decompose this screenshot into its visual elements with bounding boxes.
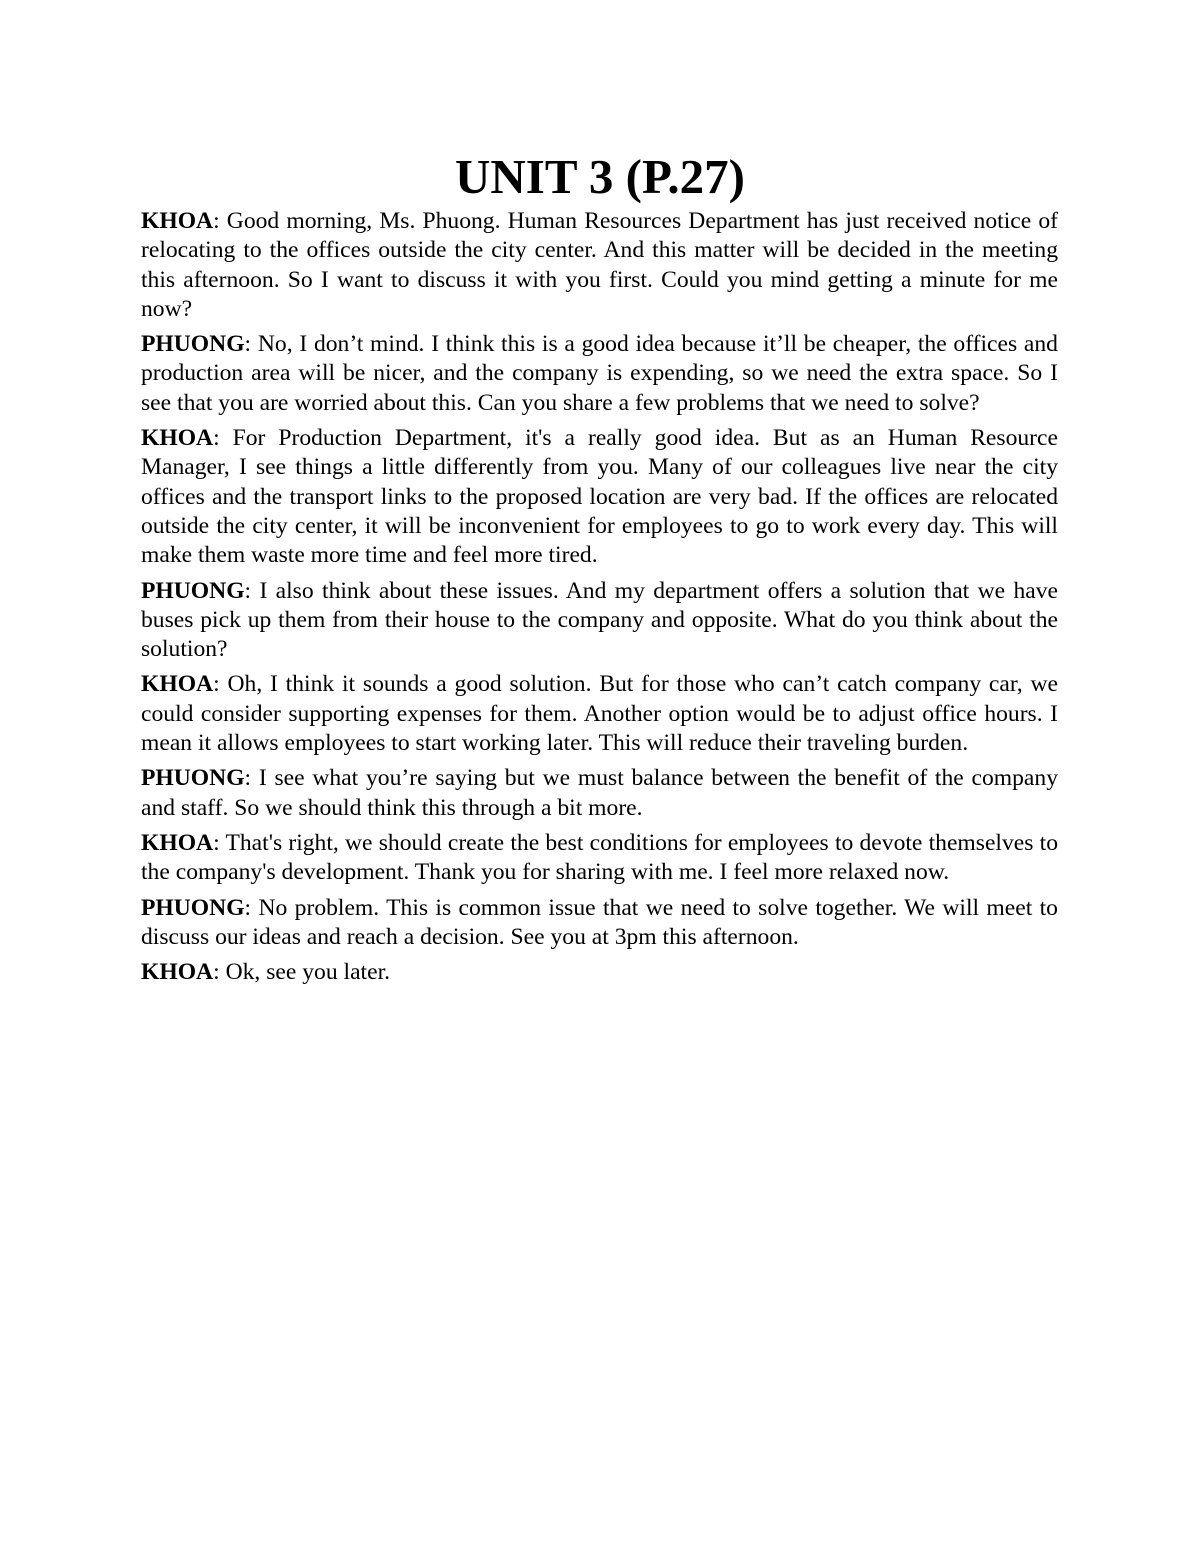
speaker-name: KHOA — [141, 959, 214, 986]
dialogue-turn: PHUONG: No problem. This is common issue that we need to solve together. We will meet to discuss our ideas and reach a decision. See you at 3pm this afternoon. — [141, 894, 1058, 950]
dialogue-turn: KHOA: For Production Department, it's a really good idea. But as an Human Resource Manager, I see things a little differently from you. Many of our colleagues live near the city offices and the transport links to the proposed location are very bad. If the offices are relocated outside the city center, it will be inconvenient for employees to go to work every day. This will make them waste more time and feel more tired. — [141, 425, 1058, 569]
turn-text: No problem. This is common issue that we need to solve together. We will meet to discuss our ideas and reach a decision. See you at 3pm this afternoon. — [141, 894, 1058, 950]
speaker-name: PHUONG — [141, 894, 245, 921]
speaker-name: KHOA — [141, 829, 214, 856]
turn-text: That's right, we should create the best conditions for employees to devote themselves to the company's development. Thank you for sharing with me. I feel more relaxed now. — [141, 829, 1058, 886]
dialogue-turn: KHOA: Oh, I think it sounds a good solution. But for those who can’t catch company car, we could consider supporting expenses for them. Another option would be to adjust office hours. I mean it allows employees to start working later. This will reduce their traveling burden. — [141, 671, 1058, 757]
speaker-name: PHUONG — [141, 577, 245, 604]
speaker-name: KHOA — [141, 208, 214, 234]
turn-text: For Production Department, it's a really good idea. But as an Human Resource Manager, I see things a little differently from you. Many of our colleagues live near the city offices and the transport links to the proposed location are very bad. If the offices are relocated outside the city center, it will be inconvenient for employees to go to work every day. This will make them waste more time and feel more tired. — [141, 425, 1058, 569]
turn-text: Ok, see you later. — [225, 959, 391, 986]
turn-text: Good morning, Ms. Phuong. Human Resources Department has just received notice of relocating to the offices outside the city center. And this matter will be decided in the meeting this afternoon. So I want to discuss it with you first. Could you mind getting a minute for me now? — [141, 208, 1058, 322]
turn-text: I also think about these issues. And my department offers a solution that we have buses pick up them from their house to the company and opposite. What do you think about the solution? — [141, 577, 1058, 663]
dialogue-turn: PHUONG: I also think about these issues. And my department offers a solution that we have buses pick up them from their house to the company and opposite. What do you think about the solution? — [141, 577, 1058, 663]
speaker-name: KHOA — [141, 425, 214, 452]
dialogue-transcript — [141, 207, 1058, 993]
turn-text: I see what you’re saying but we must balance between the benefit of the company and staff. So we should think this through a bit more. — [141, 765, 1058, 821]
dialogue-turn: PHUONG: I see what you’re saying but we must balance between the benefit of the company and staff. So we should think this through a bit more. — [141, 765, 1058, 821]
turn-text: Oh, I think it sounds a good solution. But for those who can’t catch company car, we could consider supporting expenses for them. Another option would be to adjust office hours. I mean it allows employees to start working later. This will reduce their traveling burden. — [141, 671, 1058, 757]
dialogue-turn: PHUONG: No, I don’t mind. I think this is a good idea because it’ll be cheaper, the offices and production area will be nicer, and the company is expending, so we need the extra space. So I see that you are worried about this. Can you share a few problems that we need to solve? — [141, 331, 1058, 416]
dialogue-turn: KHOA: That's right, we should create the best conditions for employees to devote themselves to the company's development. Thank you for sharing with me. I feel more relaxed now. — [141, 829, 1058, 886]
speaker-name: PHUONG — [141, 765, 245, 792]
dialogue-turn: KHOA: Good morning, Ms. Phuong. Human Resources Department has just received notice of relocating to the offices outside the city center. And this matter will be decided in the meeting this afternoon. So I want to discuss it with you first. Could you mind getting a minute for me now? — [141, 208, 1058, 322]
speaker-name: PHUONG — [141, 331, 245, 358]
speaker-name: KHOA — [141, 671, 214, 698]
page-title: UNIT 3 (P.27) — [455, 149, 745, 204]
turn-text: No, I don’t mind. I think this is a good idea because it’ll be cheaper, the offices and production area will be nicer, and the company is expending, so we need the extra space. So I see that you are worried about this. Can you share a few problems that we need to solve? — [141, 331, 1058, 416]
dialogue-turn: KHOA: Ok, see you later. — [141, 959, 391, 986]
